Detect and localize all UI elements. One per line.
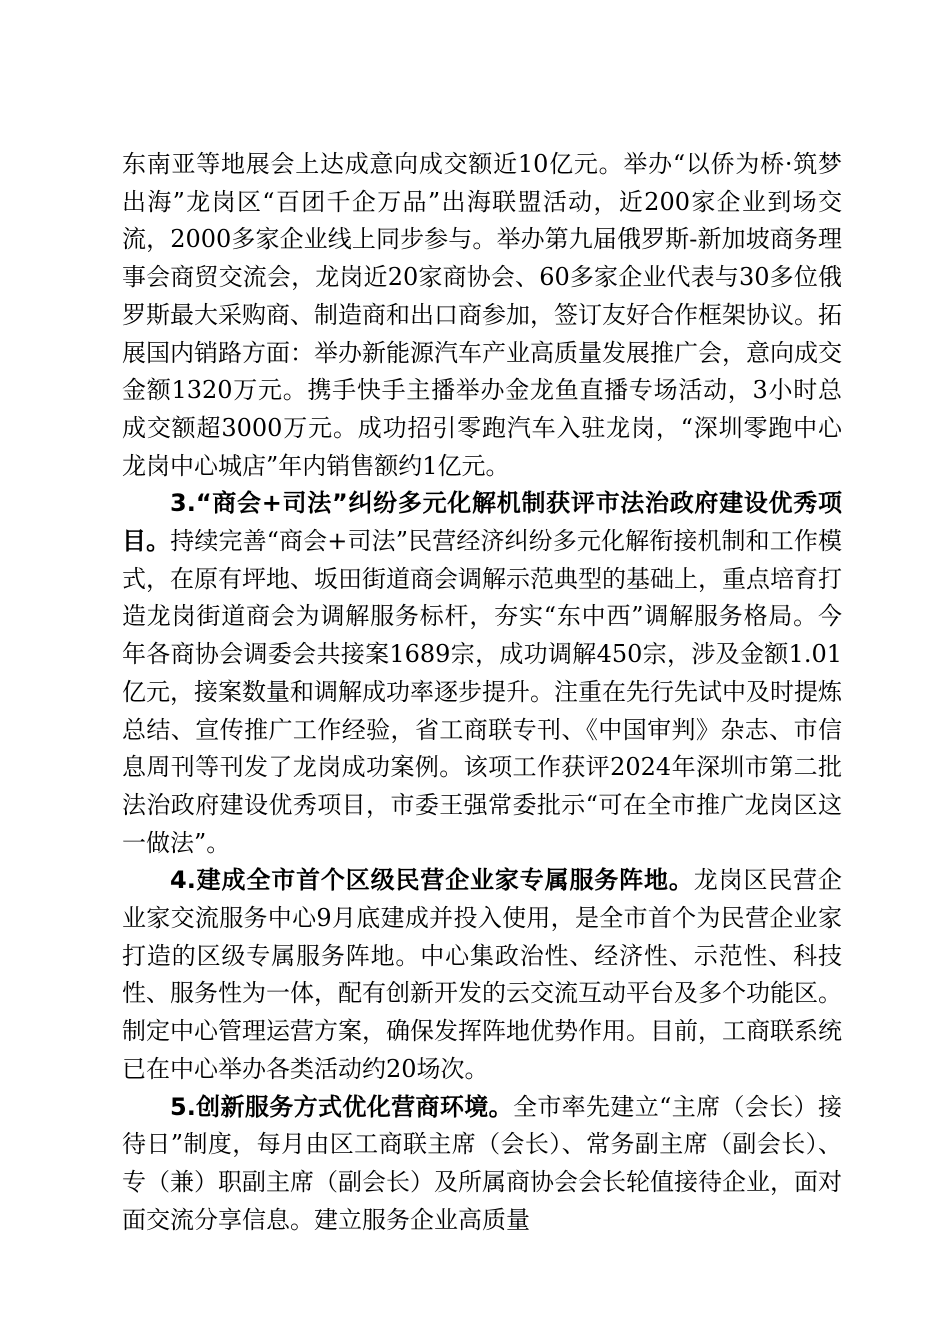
section-heading: 3.“商会+司法”纠纷多元化解机制获评市法治政府建设优秀项目。 (122, 489, 842, 556)
paragraph-body: 东南亚等地展会上达成意向成交额近10亿元。举办“以侨为桥·筑梦出海”龙岗区“百团千企万品”出海联盟活动，近200家企业到场交流，2000多家企业线上同步参与。举办第九届俄罗斯-新加坡商务理事会商贸交流会，龙岗近20家商协会、60多家企业代表与30多位俄罗斯最大采购商、制造商和出口商参加，签订友好合作框架协议。拓展国内销路方面：举办新能源汽车产业高质量发展推广会，意向成交金额1320万元。携手快手主播举办金龙鱼直播专场活动，3小时总成交额超3000万元。成功招引零跑汽车入驻龙岗，“深圳零跑中心龙岗中心城店”年内销售额约1亿元。 (122, 150, 842, 480)
paragraph-overseas-expansion (122, 146, 842, 485)
paragraph-dispute-resolution (122, 485, 842, 862)
paragraph-business-environment (122, 1089, 842, 1240)
section-heading: 4.建成全市首个区级民营企业家专属服务阵地。 (170, 866, 694, 895)
paragraph-body: 持续完善“商会+司法”民营经济纠纷多元化解衔接机制和工作模式，在原有坪地、坂田街道商会调解示范典型的基础上，重点培育打造龙岗街道商会为调解服务标杆，夯实“东中西”调解服务格局。今年各商协会调委会共接案1689宗，成功调解450宗，涉及金额1.01亿元，接案数量和调解成功率逐步提升。注重在先行先试中及时提炼总结、宣传推广工作经验，省工商联专刊、《中国审判》杂志、市信息周刊等刊发了龙岗成功案例。该项工作获评2024年深圳市第二批法治政府建设优秀项目，市委王强常委批示“可在全市推广龙岗区这一做法”。 (122, 527, 843, 857)
document-page (122, 146, 842, 1239)
paragraph-body: 龙岗区民营企业家交流服务中心9月底建成并投入使用，是全市首个为民营企业家打造的区级专属服务阵地。中心集政治性、经济性、示范性、科技性、服务性为一体，配有创新开发的云交流互动平台及多个功能区。制定中心管理运营方案，确保发挥阵地优势作用。目前，工商联系统已在中心举办各类活动约20场次。 (122, 866, 842, 1083)
paragraph-service-center (122, 862, 842, 1088)
paragraph-body: 全市率先建立“主席（会长）接待日”制度，每月由区工商联主席（会长）、常务副主席（副会长）、专（兼）职副主席（副会长）及所属商协会会长轮值接待企业，面对面交流分享信息。建立服务企业高质量 (122, 1092, 842, 1234)
section-heading: 5.创新服务方式优化营商环境。 (170, 1092, 513, 1121)
